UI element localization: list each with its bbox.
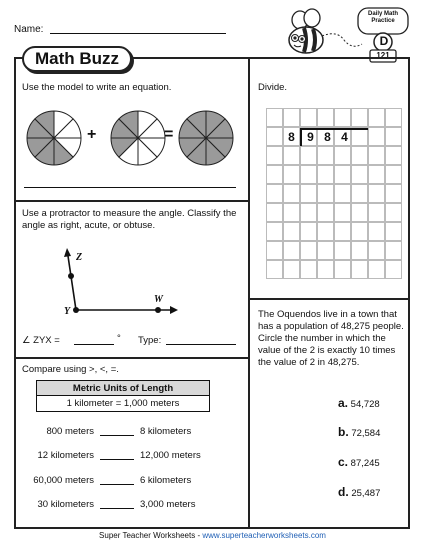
grid-cell[interactable] [368, 108, 385, 127]
type-answer-line[interactable] [166, 344, 236, 345]
grid-cell[interactable] [300, 165, 317, 184]
grid-cell[interactable] [266, 260, 283, 279]
divider-q1 [14, 200, 250, 202]
dividend-digit-2: 8 [324, 130, 331, 144]
grid-cell[interactable] [266, 108, 283, 127]
grid-cell[interactable] [368, 241, 385, 260]
badge-line-1: Daily Math [367, 11, 398, 17]
grid-cell[interactable] [368, 260, 385, 279]
grid-cell[interactable] [300, 203, 317, 222]
grid-cell[interactable] [368, 165, 385, 184]
grid-cell[interactable] [351, 146, 368, 165]
grid-cell[interactable] [351, 260, 368, 279]
option-a[interactable]: a. 54,728 [338, 396, 380, 410]
equation-answer-line[interactable] [24, 187, 236, 188]
grid-cell[interactable] [300, 241, 317, 260]
grid-cell[interactable] [283, 108, 300, 127]
grid-cell[interactable] [351, 203, 368, 222]
grid-cell[interactable] [368, 184, 385, 203]
fraction-circle-3 [179, 111, 233, 165]
divisor: 8 [288, 130, 295, 144]
grid-cell[interactable] [334, 165, 351, 184]
grid-cell[interactable] [385, 165, 402, 184]
grid-cell[interactable] [385, 146, 402, 165]
grid-cell[interactable] [283, 222, 300, 241]
grid-cell[interactable] [300, 184, 317, 203]
grid-cell[interactable] [317, 108, 334, 127]
compare-blank-1[interactable] [100, 428, 134, 436]
grid-cell[interactable] [300, 222, 317, 241]
fraction-model [24, 108, 234, 168]
badge-line-2: Practice [371, 18, 395, 24]
grid-cell[interactable] [368, 203, 385, 222]
type-label: Type: [138, 335, 162, 346]
compare-row-3: 60,000 meters 6 kilometers [33, 475, 192, 486]
option-c[interactable]: c. 87,245 [338, 455, 380, 469]
grid-cell[interactable] [266, 127, 283, 146]
grid-cell[interactable] [283, 146, 300, 165]
grid-cell[interactable] [317, 222, 334, 241]
grid-cell[interactable] [368, 222, 385, 241]
grid-cell[interactable] [283, 241, 300, 260]
grid-cell[interactable] [385, 127, 402, 146]
grid-cell[interactable] [351, 165, 368, 184]
grid-cell[interactable] [266, 241, 283, 260]
grid-cell[interactable] [283, 260, 300, 279]
grid-cell[interactable] [385, 108, 402, 127]
grid-cell[interactable] [334, 203, 351, 222]
page-title: Math Buzz [22, 46, 132, 72]
fraction-circle-2 [111, 111, 165, 165]
angle-label: ∠ ZYX = [22, 335, 60, 346]
grid-cell[interactable] [317, 241, 334, 260]
worksheet-number: 121 [376, 51, 390, 60]
metric-table-title: Metric Units of Length [37, 381, 209, 396]
grid-cell[interactable] [385, 203, 402, 222]
divider-q3 [14, 357, 250, 359]
fraction-circle-1 [27, 111, 81, 165]
compare-row-4: 30 kilometers 3,000 meters [37, 499, 196, 510]
grid-cell[interactable] [317, 184, 334, 203]
grid-cell[interactable] [385, 184, 402, 203]
dividend-digit-1: 9 [307, 130, 314, 144]
plus-sign: + [87, 126, 97, 143]
grid-cell[interactable] [317, 203, 334, 222]
option-b[interactable]: b. 72,584 [338, 425, 381, 439]
grid-cell[interactable] [351, 108, 368, 127]
compare-blank-2[interactable] [100, 452, 134, 460]
degree-symbol: ° [117, 333, 121, 344]
grid-cell[interactable] [317, 165, 334, 184]
grid-cell[interactable] [385, 241, 402, 260]
name-label: Name: [14, 24, 44, 35]
grid-cell[interactable] [266, 146, 283, 165]
name-field[interactable] [50, 33, 226, 34]
grid-cell[interactable] [368, 146, 385, 165]
compare-row-2: 12 kilometers 12,000 meters [37, 450, 201, 461]
q1-prompt: Use the model to write an equation. [22, 82, 172, 93]
point-w-label: W [154, 294, 163, 305]
grid-cell[interactable] [368, 127, 385, 146]
compare-blank-3[interactable] [100, 477, 134, 485]
footer-url[interactable]: www.superteacherworksheets.com [202, 531, 326, 540]
equals-sign: = [164, 126, 174, 143]
grid-cell[interactable] [334, 108, 351, 127]
metric-table [36, 380, 210, 412]
grid-cell[interactable] [300, 146, 317, 165]
point-y-label: Y [64, 306, 71, 317]
grid-cell[interactable] [300, 108, 317, 127]
grid-cell[interactable] [317, 260, 334, 279]
footer-site: Super Teacher Worksheets [99, 531, 196, 540]
divider-q2 [248, 298, 410, 300]
grid-cell[interactable] [334, 146, 351, 165]
q2-prompt: Divide. [258, 82, 288, 93]
grid-cell[interactable] [283, 203, 300, 222]
angle-answer-line[interactable] [74, 344, 114, 345]
grid-cell[interactable] [300, 260, 317, 279]
option-d[interactable]: d. 25,487 [338, 485, 381, 499]
grid-cell[interactable] [351, 184, 368, 203]
grid-cell[interactable] [385, 222, 402, 241]
grid-cell[interactable] [385, 260, 402, 279]
compare-row-1: 800 meters 8 kilometers [46, 426, 192, 437]
q3-prompt: Use a protractor to measure the angle. Classify the angle as right, acute, or obtuse. [22, 208, 237, 231]
grid-cell[interactable] [334, 241, 351, 260]
grid-cell[interactable] [283, 184, 300, 203]
point-z-label: Z [76, 252, 83, 263]
grid-cell[interactable] [351, 241, 368, 260]
worksheet-letter: D [379, 34, 389, 48]
footer: Super Teacher Worksheets - www.superteacherworksheets.com [99, 531, 326, 540]
grid-cell[interactable] [283, 165, 300, 184]
grid-cell[interactable] [266, 203, 283, 222]
compare-blank-4[interactable] [100, 501, 134, 509]
grid-cell[interactable] [334, 222, 351, 241]
grid-cell[interactable] [351, 222, 368, 241]
dividend-digit-3: 4 [341, 130, 348, 144]
metric-table-row: 1 kilometer = 1,000 meters [66, 398, 180, 409]
grid-cell[interactable] [334, 184, 351, 203]
q5-prompt: Compare using >, <, =. [22, 364, 119, 375]
grid-cell[interactable] [266, 222, 283, 241]
q4-prompt: The Oquendos live in a town that has a population of 48,275 people. Circle the number in which the value of the 2 is exactly 10 times the value of 2 in 48,275. [258, 309, 404, 368]
grid-cell[interactable] [317, 146, 334, 165]
grid-cell[interactable] [266, 165, 283, 184]
column-divider [248, 57, 250, 529]
grid-cell[interactable] [334, 260, 351, 279]
grid-cell[interactable] [266, 184, 283, 203]
